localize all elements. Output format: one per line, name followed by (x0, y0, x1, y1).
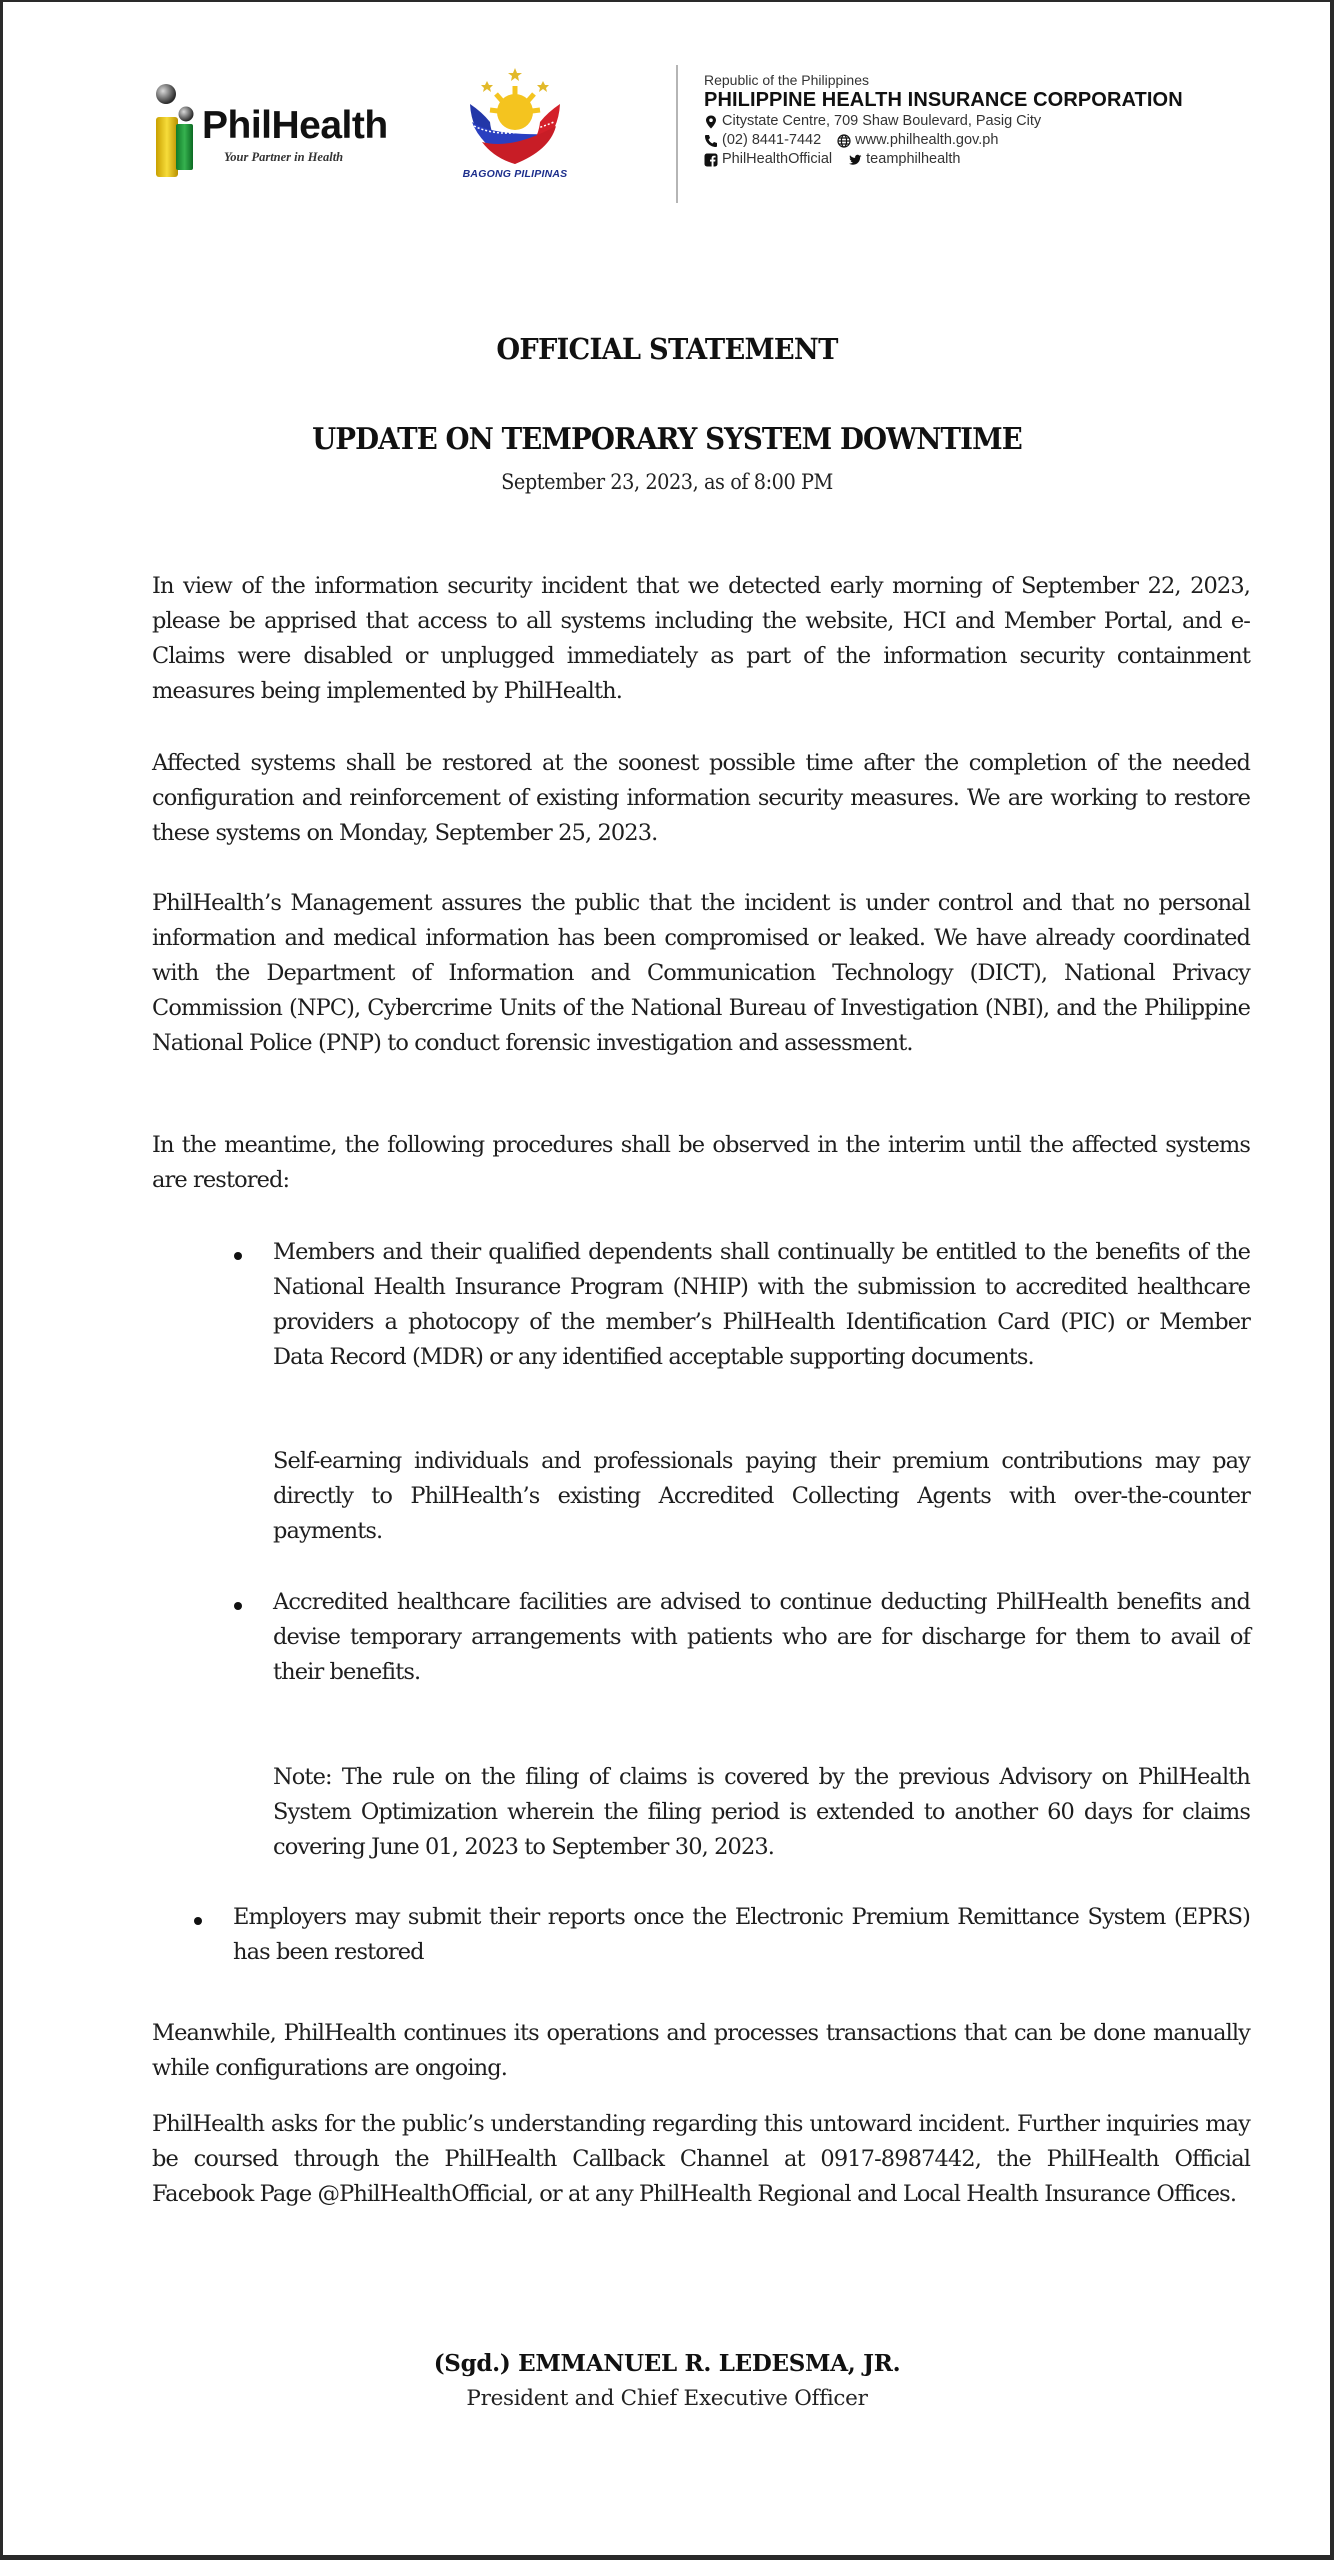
bagong-pilipinas-emblem-icon (452, 64, 578, 168)
bullet-icon (194, 1917, 202, 1925)
philhealth-logo (152, 84, 402, 179)
org-contact-block (704, 72, 1183, 169)
bullet-text: Members and their qualified dependents shall continually be entitled to the benefits of the National Health Insurance Program (NHIP) with the submission to accredited healthcare providers a photocopy of the member’s PhilHealth Identification Card (PIC) or Member Data Record (MDR) or any identified acceptable supporting documents. (273, 1239, 1250, 1370)
address-text: Citystate Centre, 709 Shaw Boulevard, Pasig City (722, 113, 1042, 129)
bagong-pilipinas-logo (452, 64, 578, 184)
paragraph-restoration: Affected systems shall be restored at the soonest possible time after the completion of the needed configuration and reinforcement of existing information security measures. We are working to restore these systems on Monday, September 25, 2023. (152, 750, 1250, 846)
paragraph-procedures-intro: In the meantime, the following procedures shall be observed in the interim until the affected systems are restored: (152, 1132, 1250, 1193)
republic-label: Republic of the Philippines (704, 72, 869, 88)
org-name: PHILIPPINE HEALTH INSURANCE CORPORATION (704, 89, 1183, 111)
document-dateline: September 23, 2023, as of 8:00 PM (501, 470, 833, 494)
bagong-pilipinas-caption: BAGONG PILIPINAS (462, 168, 568, 180)
phone-web-line (704, 131, 1183, 150)
bullet-icon (234, 1602, 242, 1610)
paragraph-inquiries: PhilHealth asks for the public’s understanding regarding this untoward incident. Further inquiries may be coursed through the PhilHealth Callback Channel at 0917-8987442, the PhilHealth Official Facebook Page @PhilHealthOfficial, or at any PhilHealth Regional and Local Health Insurance Offices. (152, 2111, 1250, 2207)
paragraph-incident: In view of the information security incident that we detected early morning of September 22, 2023, please be apprised that access to all systems including the website, HCI and Member Portal, and e-Claims were disabled or unplugged immediately as part of the information security containment measures being implemented by PhilHealth. (152, 573, 1250, 704)
paragraph-management: PhilHealth’s Management assures the public that the incident is under control and that no personal information and medical information has been compromised or leaked. We have already coordinated with the Department of Information and Communication Technology (DICT), National Privacy Commission (NPC), Cybercrime Units of the National Bureau of Investigation (NBI), and the Philippine National Police (PNP) to conduct forensic investigation and assessment. (152, 890, 1250, 1056)
bullet-subtext: Self-earning individuals and professionals paying their premium contributions may pay directly to PhilHealth’s existing Accredited Collecting Agents with over-the-counter payments. (273, 1448, 1250, 1544)
twitter-handle[interactable]: teamphilhealth (866, 151, 961, 167)
philhealth-figure-icon (152, 84, 202, 179)
document-headline: UPDATE ON TEMPORARY SYSTEM DOWNTIME (312, 422, 1022, 457)
philhealth-tagline: Your Partner in Health (224, 150, 344, 164)
signatory-name: (Sgd.) EMMANUEL R. LEDESMA, JR. (433, 2350, 901, 2377)
address-line (704, 112, 1183, 131)
facebook-icon (704, 153, 718, 167)
phone-text: (02) 8441-7442 (722, 132, 822, 148)
globe-icon (837, 134, 851, 148)
document-title: OFFICIAL STATEMENT (496, 332, 838, 366)
bullet-text: Accredited healthcare facilities are advised to continue deducting PhilHealth benefits and devise temporary arrangements with patients who are for discharge for them to avail of their benefits. (273, 1589, 1250, 1685)
signatory-position: President and Chief Executive Officer (466, 2386, 868, 2411)
philhealth-wordmark: PhilHealth (202, 104, 388, 147)
paragraph-operations: Meanwhile, PhilHealth continues its operations and processes transactions that can be done manually while configurations are ongoing. (152, 2020, 1250, 2081)
bullet-text: Employers may submit their reports once the Electronic Premium Remittance System (EPRS) has been restored (233, 1904, 1250, 1965)
twitter-icon (848, 153, 862, 167)
map-pin-icon (704, 115, 718, 129)
social-line (704, 150, 1183, 169)
phone-icon (704, 134, 718, 148)
header-divider (676, 65, 678, 203)
facebook-handle[interactable]: PhilHealthOfficial (722, 151, 833, 167)
bullet-icon (234, 1252, 242, 1260)
bullet-subtext: Note: The rule on the filing of claims is covered by the previous Advisory on PhilHealth System Optimization wherein the filing period is extended to another 60 days for claims covering June 01, 2023 to September 30, 2023. (273, 1764, 1250, 1860)
website-link[interactable]: www.philhealth.gov.ph (855, 132, 999, 148)
